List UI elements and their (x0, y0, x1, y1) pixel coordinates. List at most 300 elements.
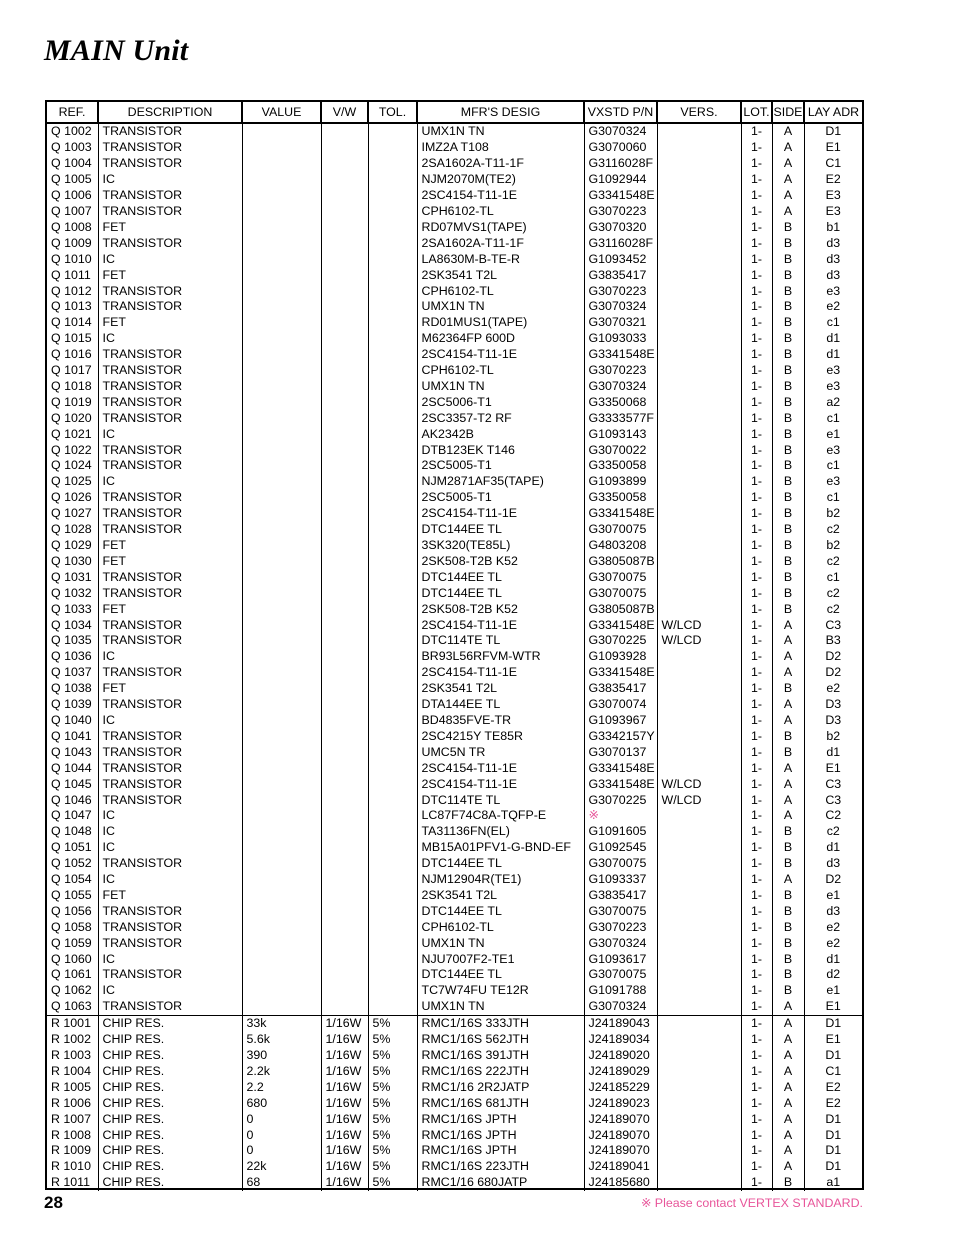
cell-lay-adr: d3 (826, 251, 841, 266)
cell-side: B (772, 458, 804, 474)
cell-value (242, 410, 321, 426)
cell-vw (321, 267, 368, 283)
cell-mfr-desig: RMC1/16S JPTH (417, 1111, 584, 1127)
cell-ref: R 1003 (47, 1048, 98, 1064)
cell-ref: Q 1010 (47, 251, 98, 267)
cell-tol (368, 601, 417, 617)
cell-vxstd-pn: G3333577F (584, 410, 657, 426)
cell-value: 22k (242, 1159, 321, 1175)
cell-vers (657, 347, 741, 363)
cell-lay-adr: b2 (826, 538, 841, 553)
cell-lot: 1- (741, 204, 772, 220)
table-row (47, 251, 862, 267)
cell-lay-adr: E2 (825, 172, 841, 187)
cell-side: A (772, 1111, 804, 1127)
table-row (47, 394, 862, 410)
cell-lay-adr: D3 (825, 712, 842, 727)
cell-vw (321, 522, 368, 538)
table-row (47, 872, 862, 888)
cell-vw (321, 919, 368, 935)
cell-vers: W/LCD (657, 633, 741, 649)
cell-mfr-desig: NJU7007F2-TE1 (417, 951, 584, 967)
cell-ref: Q 1060 (47, 951, 98, 967)
cell-tol (368, 856, 417, 872)
cell-lay-adr: c1 (826, 315, 840, 330)
cell-mfr-desig: LC87F74C8A-TQFP-E (417, 808, 584, 824)
cell-description: IC (98, 808, 242, 824)
cell-side: B (772, 728, 804, 744)
cell-lay-adr: E1 (825, 760, 841, 775)
cell-side: A (772, 1095, 804, 1111)
cell-description: TRANSISTOR (98, 999, 242, 1015)
cell-vxstd-pn: G3350058 (584, 490, 657, 506)
cell-lot: 1- (741, 251, 772, 267)
cell-vw (321, 442, 368, 458)
cell-lot: 1- (741, 490, 772, 506)
cell-vxstd-pn: G3805087B (584, 601, 657, 617)
cell-ref: Q 1005 (47, 172, 98, 188)
cell-side: A (772, 1127, 804, 1143)
cell-side: A (772, 617, 804, 633)
cell-ref: Q 1018 (47, 379, 98, 395)
cell-vxstd-pn: G3835417 (584, 888, 657, 904)
cell-ref: Q 1013 (47, 299, 98, 315)
cell-lay-adr: C1 (825, 156, 842, 171)
cell-lot: 1- (741, 299, 772, 315)
table-row (47, 1032, 862, 1048)
cell-vers (657, 172, 741, 188)
cell-tol (368, 251, 417, 267)
table-row (47, 123, 862, 140)
cell-ref: Q 1026 (47, 490, 98, 506)
cell-vers (657, 728, 741, 744)
cell-vxstd-pn: G3341548E (584, 506, 657, 522)
cell-ref: Q 1045 (47, 776, 98, 792)
cell-lay-adr: e2 (826, 299, 841, 314)
cell-vxstd-pn: G3070075 (584, 585, 657, 601)
cell-lay-adr: d3 (826, 235, 841, 250)
cell-side: B (772, 903, 804, 919)
table-row (47, 649, 862, 665)
cell-ref: Q 1037 (47, 665, 98, 681)
table-row (47, 156, 862, 172)
cell-ref: Q 1022 (47, 442, 98, 458)
cell-vw (321, 426, 368, 442)
cell-value: 0 (242, 1111, 321, 1127)
cell-value (242, 967, 321, 983)
cell-vw: 1/16W (321, 1032, 368, 1048)
cell-vxstd-pn: J24185229 (584, 1079, 657, 1095)
cell-side: A (772, 1063, 804, 1079)
cell-lay-adr: e1 (826, 426, 841, 441)
cell-ref: R 1007 (47, 1111, 98, 1127)
cell-lot: 1- (741, 522, 772, 538)
cell-vw (321, 204, 368, 220)
cell-lay-adr: d1 (826, 331, 841, 346)
cell-lay-adr: d1 (826, 951, 841, 966)
cell-lay-adr: a2 (826, 394, 841, 409)
header-lot: LOT. (741, 102, 772, 123)
cell-lay-adr: E1 (825, 1032, 841, 1047)
cell-lay-adr: b2 (826, 728, 841, 743)
cell-side: A (772, 172, 804, 188)
cell-value (242, 840, 321, 856)
cell-mfr-desig: RMC1/16S 562JTH (417, 1032, 584, 1048)
cell-vxstd-pn: J24189029 (584, 1063, 657, 1079)
cell-side: B (772, 474, 804, 490)
cell-ref: Q 1041 (47, 728, 98, 744)
table-row (47, 856, 862, 872)
cell-lay-adr: E2 (825, 1079, 841, 1094)
cell-tol (368, 792, 417, 808)
cell-description: FET (98, 315, 242, 331)
cell-value: 33k (242, 1015, 321, 1031)
cell-description: TRANSISTOR (98, 633, 242, 649)
cell-value (242, 760, 321, 776)
cell-vw (321, 872, 368, 888)
cell-tol (368, 123, 417, 140)
table-row (47, 363, 862, 379)
cell-tol (368, 490, 417, 506)
header-tol: TOL. (368, 102, 417, 123)
cell-tol (368, 967, 417, 983)
cell-tol (368, 808, 417, 824)
cell-lot: 1- (741, 903, 772, 919)
table-row (47, 1095, 862, 1111)
table-row (47, 728, 862, 744)
cell-ref: Q 1047 (47, 808, 98, 824)
cell-tol (368, 697, 417, 713)
table-row (47, 713, 862, 729)
cell-lay-adr: c2 (826, 553, 840, 568)
cell-vw (321, 410, 368, 426)
cell-vxstd-pn: G1091788 (584, 983, 657, 999)
table-row (47, 1079, 862, 1095)
cell-vers (657, 1095, 741, 1111)
cell-ref: R 1006 (47, 1095, 98, 1111)
cell-value (242, 506, 321, 522)
cell-side: B (772, 506, 804, 522)
cell-mfr-desig: 2SC5006-T1 (417, 394, 584, 410)
cell-side: B (772, 840, 804, 856)
cell-vers (657, 363, 741, 379)
cell-lot: 1- (741, 1015, 772, 1031)
cell-tol (368, 315, 417, 331)
header-side: SIDE (772, 102, 804, 123)
cell-vw (321, 283, 368, 299)
cell-description: FET (98, 219, 242, 235)
cell-side: B (772, 379, 804, 395)
cell-vers (657, 888, 741, 904)
cell-lot: 1- (741, 792, 772, 808)
cell-vers (657, 983, 741, 999)
cell-ref: Q 1002 (47, 123, 98, 140)
cell-mfr-desig: 2SA1602A-T11-1F (417, 235, 584, 251)
cell-mfr-desig: CPH6102-TL (417, 204, 584, 220)
cell-description: TRANSISTOR (98, 299, 242, 315)
cell-value (242, 331, 321, 347)
cell-vers (657, 1127, 741, 1143)
cell-value: 2.2k (242, 1063, 321, 1079)
cell-mfr-desig: 2SC4154-T11-1E (417, 617, 584, 633)
cell-lay-adr: e2 (826, 935, 841, 950)
cell-ref: Q 1032 (47, 585, 98, 601)
cell-ref: Q 1056 (47, 903, 98, 919)
cell-lay-adr: E1 (825, 999, 841, 1014)
table-row (47, 760, 862, 776)
cell-vw (321, 331, 368, 347)
cell-value (242, 903, 321, 919)
cell-side: B (772, 935, 804, 951)
cell-lot: 1- (741, 1048, 772, 1064)
cell-vxstd-pn: G4803208 (584, 538, 657, 554)
cell-value: 0 (242, 1143, 321, 1159)
cell-lot: 1- (741, 235, 772, 251)
cell-vers: W/LCD (657, 776, 741, 792)
cell-vers (657, 522, 741, 538)
cell-mfr-desig: RMC1/16S JPTH (417, 1127, 584, 1143)
cell-mfr-desig: CPH6102-TL (417, 363, 584, 379)
cell-vw: 1/16W (321, 1079, 368, 1095)
cell-side: A (772, 872, 804, 888)
cell-value (242, 188, 321, 204)
cell-description: TRANSISTOR (98, 123, 242, 140)
cell-vxstd-pn: G3116028F (584, 156, 657, 172)
cell-description: TRANSISTOR (98, 569, 242, 585)
header-lay-adr: LAY ADR (804, 102, 862, 123)
cell-value (242, 983, 321, 999)
cell-side: B (772, 394, 804, 410)
cell-ref: Q 1029 (47, 538, 98, 554)
cell-tol (368, 506, 417, 522)
cell-lot: 1- (741, 219, 772, 235)
cell-vw (321, 888, 368, 904)
cell-ref: Q 1046 (47, 792, 98, 808)
cell-vers (657, 1079, 741, 1095)
cell-side: B (772, 490, 804, 506)
cell-description: CHIP RES. (98, 1159, 242, 1175)
cell-side: B (772, 919, 804, 935)
cell-lot: 1- (741, 426, 772, 442)
cell-lot: 1- (741, 1111, 772, 1127)
cell-description: CHIP RES. (98, 1111, 242, 1127)
cell-side: B (772, 553, 804, 569)
cell-side: A (772, 760, 804, 776)
cell-tol (368, 919, 417, 935)
cell-vers (657, 824, 741, 840)
cell-value (242, 697, 321, 713)
cell-description: CHIP RES. (98, 1095, 242, 1111)
cell-tol (368, 999, 417, 1015)
cell-description: TRANSISTOR (98, 967, 242, 983)
cell-mfr-desig: RD01MUS1(TAPE) (417, 315, 584, 331)
cell-value: 68 (242, 1175, 321, 1191)
cell-tol (368, 776, 417, 792)
cell-vw (321, 123, 368, 140)
cell-ref: Q 1021 (47, 426, 98, 442)
cell-lay-adr: D1 (825, 1159, 842, 1174)
cell-vw (321, 697, 368, 713)
cell-ref: Q 1044 (47, 760, 98, 776)
cell-mfr-desig: UMX1N TN (417, 999, 584, 1015)
cell-vw (321, 458, 368, 474)
cell-lot: 1- (741, 713, 772, 729)
cell-side: A (772, 140, 804, 156)
cell-vw: 1/16W (321, 1143, 368, 1159)
cell-mfr-desig: NJM2070M(TE2) (417, 172, 584, 188)
cell-ref: Q 1027 (47, 506, 98, 522)
table-row (47, 410, 862, 426)
cell-lay-adr: d3 (826, 856, 841, 871)
cell-vxstd-pn: G3070075 (584, 967, 657, 983)
cell-tol: 5% (368, 1063, 417, 1079)
cell-side: A (772, 1143, 804, 1159)
cell-mfr-desig: UMC5N TR (417, 744, 584, 760)
cell-description: IC (98, 426, 242, 442)
cell-lot: 1- (741, 569, 772, 585)
cell-description: TRANSISTOR (98, 522, 242, 538)
cell-vers (657, 649, 741, 665)
cell-description: TRANSISTOR (98, 410, 242, 426)
cell-vers (657, 299, 741, 315)
table-row (47, 379, 862, 395)
cell-description: IC (98, 331, 242, 347)
cell-value (242, 601, 321, 617)
cell-lot: 1- (741, 601, 772, 617)
cell-lay-adr: e1 (826, 983, 841, 998)
cell-tol (368, 713, 417, 729)
cell-vw (321, 999, 368, 1015)
table-row (47, 1127, 862, 1143)
cell-vw (321, 219, 368, 235)
cell-mfr-desig: DTC114TE TL (417, 792, 584, 808)
cell-ref: Q 1017 (47, 363, 98, 379)
cell-ref: Q 1055 (47, 888, 98, 904)
cell-vers (657, 188, 741, 204)
cell-ref: Q 1058 (47, 919, 98, 935)
cell-tol (368, 840, 417, 856)
cell-description: FET (98, 681, 242, 697)
cell-value (242, 553, 321, 569)
cell-description: TRANSISTOR (98, 506, 242, 522)
cell-description: CHIP RES. (98, 1048, 242, 1064)
cell-vw (321, 538, 368, 554)
cell-lay-adr: C2 (825, 808, 842, 823)
cell-tol: 5% (368, 1143, 417, 1159)
cell-value (242, 251, 321, 267)
cell-tol: 5% (368, 1095, 417, 1111)
cell-vxstd-pn: G3070075 (584, 856, 657, 872)
table-row (47, 840, 862, 856)
cell-description: IC (98, 251, 242, 267)
cell-description: TRANSISTOR (98, 458, 242, 474)
cell-vxstd-pn: G3342157Y (584, 728, 657, 744)
cell-lot: 1- (741, 1143, 772, 1159)
cell-value (242, 856, 321, 872)
cell-description: TRANSISTOR (98, 379, 242, 395)
cell-vw (321, 601, 368, 617)
cell-lot: 1- (741, 935, 772, 951)
cell-ref: Q 1016 (47, 347, 98, 363)
cell-lot: 1- (741, 458, 772, 474)
cell-vw (321, 474, 368, 490)
cell-vxstd-pn: G3070320 (584, 219, 657, 235)
cell-ref: Q 1006 (47, 188, 98, 204)
cell-vxstd-pn: ※ (584, 808, 657, 824)
cell-description: TRANSISTOR (98, 935, 242, 951)
cell-vers (657, 394, 741, 410)
cell-tol (368, 426, 417, 442)
cell-value (242, 872, 321, 888)
cell-lay-adr: D1 (825, 1143, 842, 1158)
cell-lot: 1- (741, 681, 772, 697)
cell-mfr-desig: LA8630M-B-TE-R (417, 251, 584, 267)
cell-ref: R 1001 (47, 1015, 98, 1031)
cell-value (242, 951, 321, 967)
cell-lot: 1- (741, 872, 772, 888)
cell-vw (321, 140, 368, 156)
cell-vw (321, 903, 368, 919)
cell-tol (368, 585, 417, 601)
cell-lot: 1- (741, 506, 772, 522)
cell-tol (368, 204, 417, 220)
cell-lot: 1- (741, 824, 772, 840)
cell-vw (321, 983, 368, 999)
table-row (47, 1175, 862, 1191)
cell-value (242, 490, 321, 506)
cell-side: B (772, 585, 804, 601)
table-row (47, 474, 862, 490)
table-row (47, 681, 862, 697)
cell-lay-adr: e3 (826, 442, 841, 457)
cell-vers (657, 1048, 741, 1064)
cell-lot: 1- (741, 410, 772, 426)
cell-description: TRANSISTOR (98, 856, 242, 872)
cell-side: B (772, 601, 804, 617)
table-row (47, 569, 862, 585)
cell-tol (368, 235, 417, 251)
cell-vw (321, 490, 368, 506)
cell-description: TRANSISTOR (98, 204, 242, 220)
cell-lot: 1- (741, 123, 772, 140)
cell-lot: 1- (741, 394, 772, 410)
cell-mfr-desig: 2SK3541 T2L (417, 888, 584, 904)
cell-vers (657, 474, 741, 490)
cell-mfr-desig: 2SK508-T2B K52 (417, 553, 584, 569)
cell-description: IC (98, 474, 242, 490)
cell-side: A (772, 156, 804, 172)
cell-value (242, 204, 321, 220)
cell-ref: Q 1003 (47, 140, 98, 156)
cell-mfr-desig: NJM12904R(TE1) (417, 872, 584, 888)
cell-vxstd-pn: G3070075 (584, 569, 657, 585)
cell-side: A (772, 999, 804, 1015)
cell-value (242, 824, 321, 840)
cell-vers (657, 267, 741, 283)
cell-vxstd-pn: G3070324 (584, 379, 657, 395)
table-row (47, 1048, 862, 1064)
cell-lot: 1- (741, 442, 772, 458)
cell-vers (657, 538, 741, 554)
header-vxstd-pn: VXSTD P/N (584, 102, 657, 123)
cell-mfr-desig: RMC1/16S 391JTH (417, 1048, 584, 1064)
cell-side: A (772, 204, 804, 220)
cell-mfr-desig: DTA144EE TL (417, 697, 584, 713)
cell-ref: R 1005 (47, 1079, 98, 1095)
cell-vers (657, 1063, 741, 1079)
cell-lot: 1- (741, 744, 772, 760)
cell-tol (368, 872, 417, 888)
